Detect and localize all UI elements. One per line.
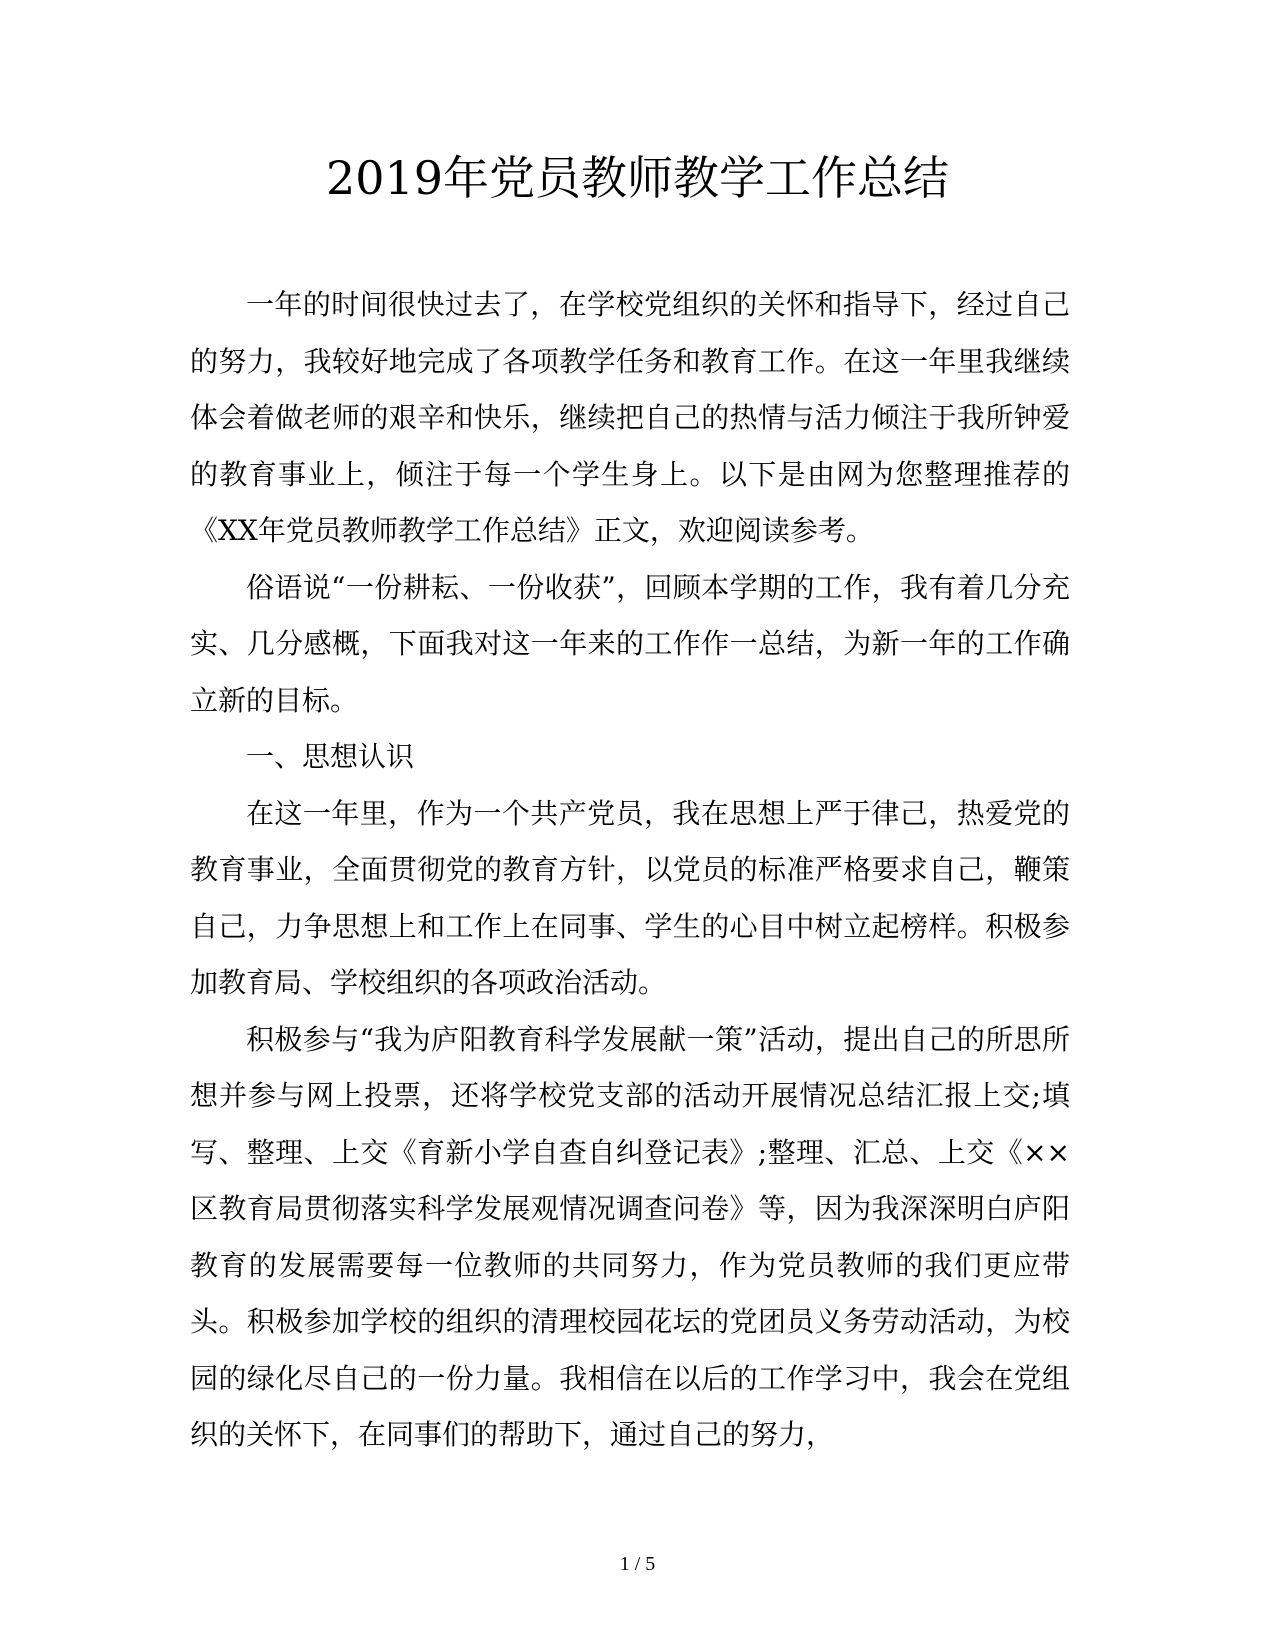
section-heading-thought: 一、思想认识 [246,740,415,773]
paragraph-proverb: 俗语说“一份耕耘、一份收获”，回顾本学期的工作，我有着几分充实、几分感概，下面我对这一年来的工作作一总结，为新一年的工作确立新的目标。 [190,570,1070,717]
page-number: 1 / 5 [619,1553,656,1575]
paragraph-activities: 积极参与“我为庐阳教育科学发展献一策”活动，提出自己的所思所想并参与网上投票，还将学校党支部的活动开展情况总结汇报上交;填写、整理、上交《育新小学自查自纠登记表》;整理、汇总、上交《××区教育局贯彻落实科学发展观情况调查问卷》等，因为我深深明白庐阳教育的发展需要每一位教师的共同努力，作为党员教师的我们更应带头。积极参加学校的组织的清理校园花坛的党团员义务劳动活动，为校园的绿化尽自己的一份力量。我相信在以后的工作学习中，我会在党组织的关怀下，在同事们的帮助下，通过自己的努力， [190,1022,1070,1451]
paragraph-party-member: 在这一年里，作为一个共产党员，我在思想上严于律己，热爱党的教育事业，全面贯彻党的教育方针，以党员的标准严格要求自己，鞭策自己，力争思想上和工作上在同事、学生的心目中树立起榜样。积极参加教育局、学校组织的各项政治活动。 [190,796,1070,999]
document-title: 2019年党员教师教学工作总结 [325,151,950,205]
paragraph-intro: 一年的时间很快过去了，在学校党组织的关怀和指导下，经过自己的努力，我较好地完成了各项教学任务和教育工作。在这一年里我继续体会着做老师的艰辛和快乐，继续把自己的热情与活力倾注于我所钟爱的教育事业上，倾注于每一个学生身上。以下是由网为您整理推荐的《XX年党员教师教学工作总结》正文，欢迎阅读参考。 [190,288,1070,547]
document-body [190,277,1070,1464]
